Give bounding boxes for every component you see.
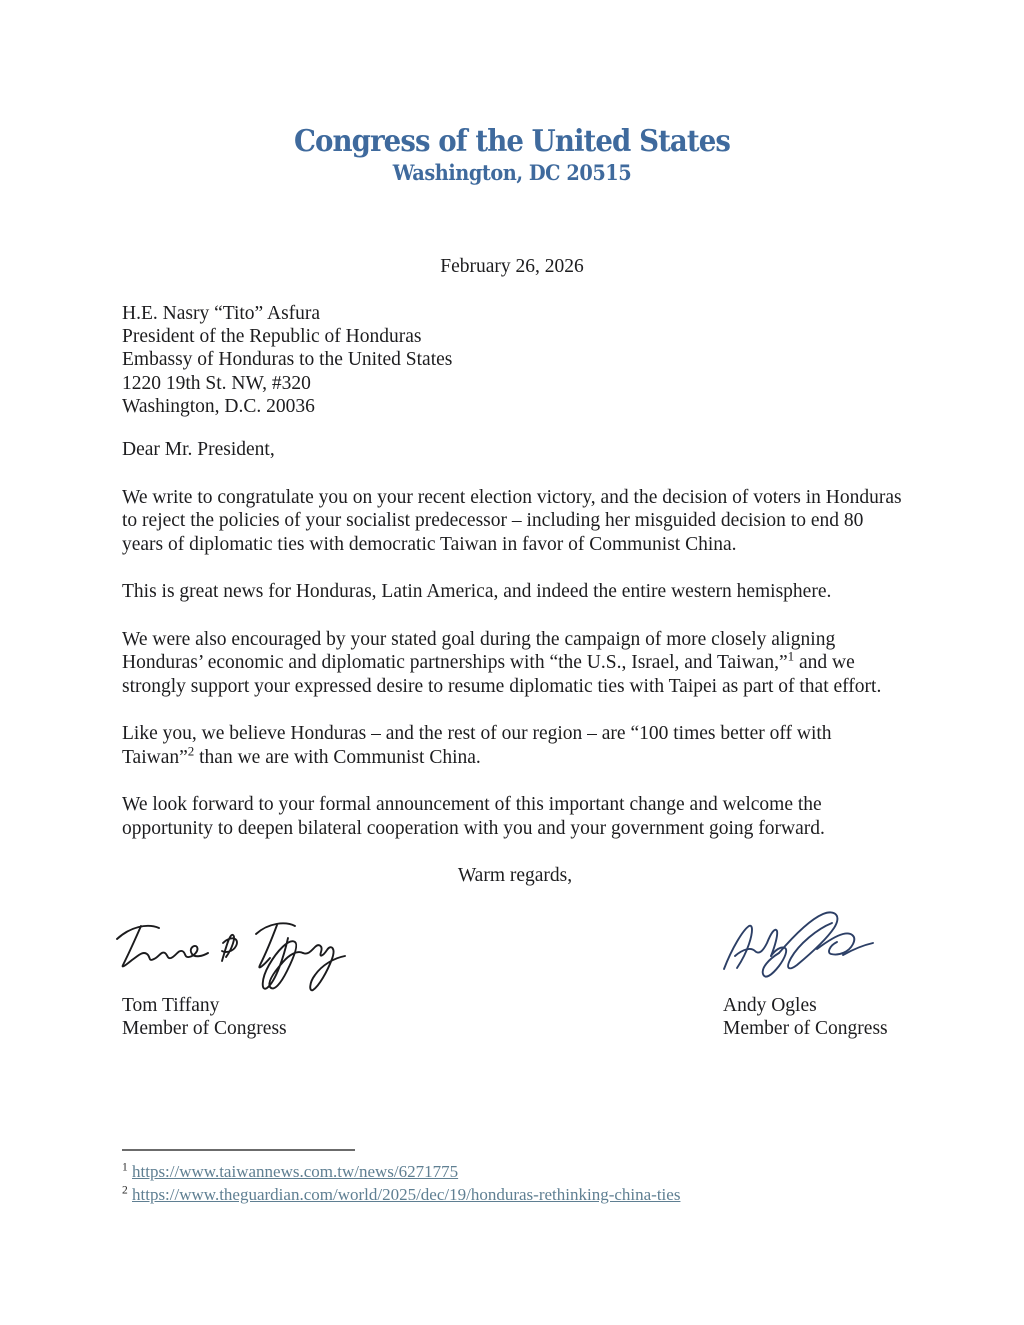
footnote-1 [122,1161,908,1184]
signer-title: Member of Congress [723,1018,888,1040]
signer-title: Member of Congress [122,1018,287,1040]
footnote-2-marker: 2 [122,1183,128,1196]
recipient-name: H.E. Nasry “Tito” Asfura [122,303,321,324]
letterhead-title: Congress of the United States [294,124,730,159]
letterhead-subtitle: Washington, DC 20515 [392,160,632,185]
paragraph-2: This is great news for Honduras, Latin America, and indeed the entire western hemisphere. [122,581,832,602]
paragraph-4-text-cont: than we are with Communist China. [194,746,481,768]
footnote-ref-2: 2 [187,743,195,758]
footnote-separator [122,1149,355,1151]
footnotes [122,1149,908,1206]
footnote-2-link[interactable]: https://www.theguardian.com/world/2025/dec/19/honduras-rethinking-china-ties [132,1184,681,1204]
signer-block-ogles [723,994,888,1040]
paragraph-4 [122,722,908,769]
recipient-address [122,302,452,418]
tom-tiffany-signature [116,912,348,1000]
andy-ogles-signature [716,903,878,993]
paragraph-5: We look forward to your formal announcement of this important change and welcome the opportunity to deepen bilateral cooperation with you and your government going forward. [122,794,825,839]
footnote-1-link[interactable]: https://www.taiwannews.com.tw/news/6271775 [132,1162,459,1181]
salutation: Dear Mr. President, [122,439,275,460]
letterhead [0,126,1024,186]
signer-name: Andy Ogles [723,995,817,1016]
paragraph-1: We write to congratulate you on your recent election victory, and the decision of voters in Honduras to reject the policies of your socialist predecessor – including her misguided decision to end 80 years of diplomatic ties with democratic Taiwan in favor of Communist China. [122,486,902,555]
paragraph-4-text: Like you, we believe Honduras – and the rest of our region – are “100 times better off with Taiwan” [122,723,832,768]
recipient-street: 1220 19th St. NW, #320 [122,372,311,394]
letter-date: February 26, 2026 [440,256,584,277]
recipient-city: Washington, D.C. 20036 [122,395,315,417]
paragraph-3 [122,628,908,699]
footnote-2 [122,1184,908,1207]
recipient-title: President of the Republic of Honduras [122,326,422,348]
recipient-org: Embassy of Honduras to the United States [122,349,453,371]
paragraph-3-text: We were also encouraged by your stated goal during the campaign of more closely aligning Honduras’ economic and diplomatic partnerships with “the U.S., Israel, and Taiwan,” [122,628,836,673]
closing: Warm regards, [457,865,573,886]
letter-body [122,438,908,912]
signer-name: Tom Tiffany [122,995,220,1016]
footnote-1-marker: 1 [122,1161,128,1174]
footnote-ref-1: 1 [787,648,795,664]
paragraph-3-text-cont: and we strongly support your expressed desire to resume diplomatic ties with Taipei as part of that effort. [122,652,882,697]
signer-block-tiffany [122,994,287,1040]
